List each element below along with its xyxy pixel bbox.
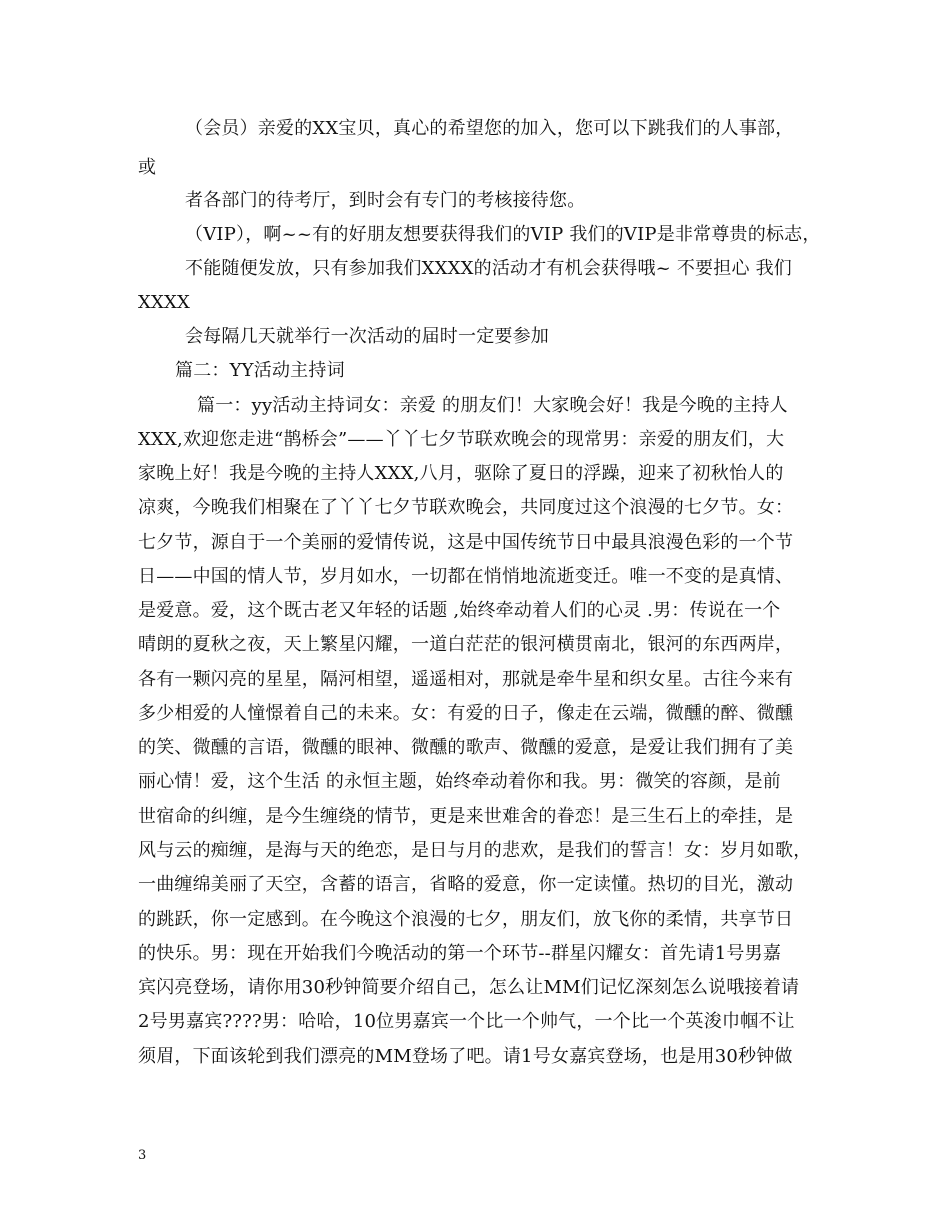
- text-line-12: 凉爽，今晚我们相聚在了丫丫七夕节联欢晚会，共同度过这个浪漫的七夕节。女：: [138, 497, 794, 518]
- text-line-14: 日——中国的情人节，岁月如水，一切都在悄悄地流逝变迁。唯一不变的是真情、: [138, 566, 794, 587]
- text-line-22: 风与云的痴缠，是海与天的绝恋，是日与月的悲欢，是我们的誓言！女：岁月如歌，: [138, 840, 812, 861]
- page-number: 3: [138, 1148, 147, 1163]
- text-line-19: 的笑、微醺的言语，微醺的眼神、微醺的歌声、微醺的爱意，是爱让我们拥有了美: [138, 737, 794, 758]
- text-line-27: 2号男嘉宾????男：哈哈，10位男嘉宾一个比一个帅气，一个比一个英浚巾帼不让: [138, 1011, 795, 1032]
- text-line-10: XXX,欢迎您走进“鹊桥会”——丫丫七夕节联欢晚会的现常男：亲爱的朋友们，大: [138, 429, 785, 450]
- text-line-13: 七夕节，源自于一个美丽的爱情传说，这是中国传统节日中最具浪漫色彩的一个节: [138, 532, 794, 553]
- text-line-11: 家晚上好！我是今晚的主持人XXX,八月，驱除了夏日的浮躁，迎来了初秋怡人的: [138, 463, 784, 484]
- text-line-2: 或: [138, 157, 157, 178]
- text-line-16: 晴朗的夏秋之夜，天上繁星闪耀，一道白茫茫的银河横贯南北，银河的东西两岸，: [138, 634, 794, 655]
- text-line-7: 会每隔几天就举行一次活动的届时一定要参加: [185, 326, 549, 347]
- text-line-15: 是爱意。爱，这个既古老又年轻的话题 ,始终牵动着人们的心灵 .男：传说在一个: [138, 600, 781, 621]
- text-line-26: 宾闪亮登场，请你用30秒钟简要介绍自己，怎么让MM们记忆深刻怎么说哦接着请: [138, 977, 800, 998]
- text-line-18: 多少相爱的人憧憬着自己的未来。女：有爱的日子，像走在云端，微醺的醉、微醺: [138, 703, 794, 724]
- text-line-25: 的快乐。男：现在开始我们今晚活动的第一个环节--群星闪耀女：首先请1号男嘉: [138, 943, 782, 964]
- text-line-3: 者各部门的待考厅，到时会有专门的考核接待您。: [185, 190, 586, 211]
- text-line-17: 各有一颗闪亮的星星，隔河相望，遥遥相对，那就是牵牛星和织女星。古往今来有: [138, 669, 794, 690]
- text-line-1: （会员）亲爱的XX宝贝，真心的希望您的加入，您可以下跳我们的人事部，: [185, 118, 794, 139]
- text-line-24: 的跳跃，你一定感到。在今晚这个浪漫的七夕，朋友们，放飞你的柔情，共享节日: [138, 909, 794, 930]
- text-line-6: XXXX: [138, 292, 191, 313]
- text-line-9: 篇一：yy活动主持词女：亲爱 的朋友们！大家晚会好！我是今晚的主持人: [197, 395, 788, 416]
- text-line-5: 不能随便发放，只有参加我们XXXX的活动才有机会获得哦~ 不要担心 我们: [185, 258, 792, 279]
- section-heading: 篇二：YY活动主持词: [175, 360, 345, 381]
- text-line-28: 须眉，下面该轮到我们漂亮的MM登场了吧。请1号女嘉宾登场，也是用30秒钟做: [138, 1046, 793, 1067]
- text-line-23: 一曲缠绵美丽了天空，含蓄的语言，省略的爱意，你一定读懂。热切的目光，激动: [138, 874, 794, 895]
- text-line-4: （VIP），啊~~有的好朋友想要获得我们的VIP 我们的VIP是非常尊贵的标志，: [185, 224, 821, 245]
- text-line-20: 丽心情！爱，这个生活 的永恒主题，始终牵动着你和我。男：微笑的容颜，是前: [138, 771, 781, 792]
- text-line-21: 世宿命的纠缠，是今生缠绕的情节，更是来世难舍的眷恋！是三生石上的牵挂，是: [138, 806, 794, 827]
